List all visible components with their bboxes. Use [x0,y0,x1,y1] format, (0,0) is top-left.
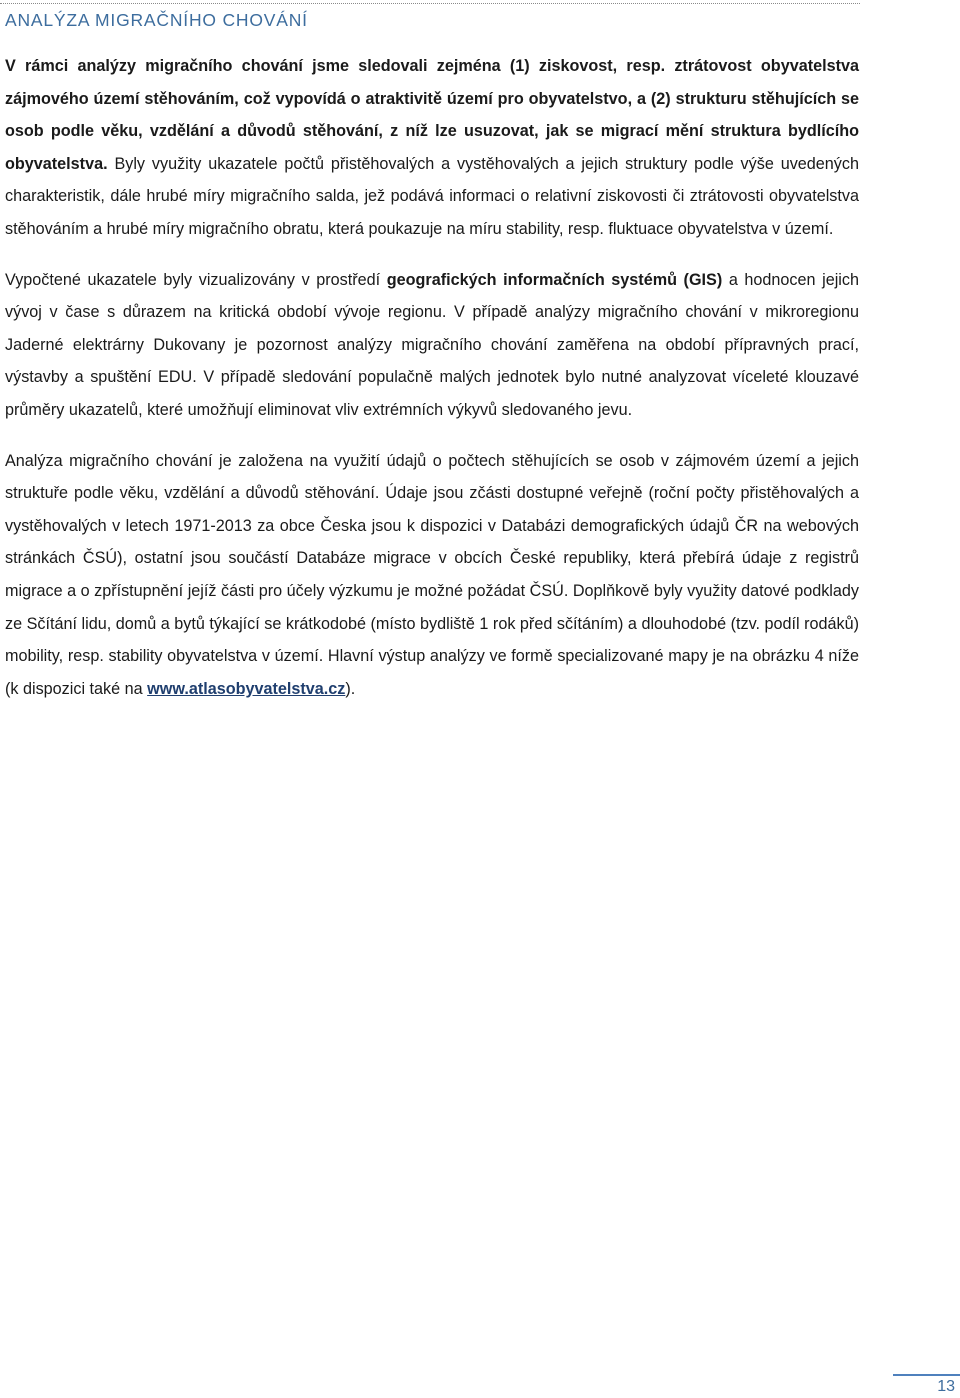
paragraph-2-text-b: a hodnocen jejich vývoj v čase s důrazem na kritická období vývoje regionu. V případě analýzy migračního chování v mikroregionu Jaderné elektrárny Dukovany je pozornost analýzy migračního chování zaměřena na období přípravných prací, výstavby a spuštění EDU. V případě sledování populačně malých jednotek bylo nutné analyzovat víceleté klouzavé průměry ukazatelů, které umožňují eliminovat vliv extrémních výkyvů sledovaného jevu. [5,270,859,419]
paragraph-2-bold: geografických informačních systémů (GIS) [386,270,723,289]
paragraph-3 [5,445,859,706]
section-heading: ANALÝZA MIGRAČNÍHO CHOVÁNÍ [5,10,308,30]
atlas-link[interactable]: www.atlasobyvatelstva.cz [147,679,346,698]
header-rule [0,3,860,4]
document-body [5,50,859,705]
paragraph-3-text: Analýza migračního chování je založena na využití údajů o počtech stěhujících se osob v zájmovém území a jejich struktuře podle věku, vzdělání a důvodů stěhování. Údaje jsou zčásti dostupné veřejně (roční počty přistěhovalých a vystěhovalých v letech 1971-2013 za obce Česka jsou k dispozici v Databázi demografických údajů ČR na webových stránkách ČSÚ), ostatní jsou součástí Databáze migrace v obcích České republiky, která přebírá údaje z registrů migrace a o zpřístupnění jejíž části pro účely výzkumu je možné požádat ČSÚ. Doplňkově byly využity datové podklady ze Sčítání lidu, domů a bytů týkající se krátkodobé (místo bydliště 1 rok před sčítáním) a dlouhodobé (tzv. podíl rodáků) mobility, resp. stability obyvatelstva v území. Hlavní výstup analýzy ve formě specializované mapy je na obrázku 4 níže (k dispozici také na [5,451,859,698]
paragraph-1-text: Byly využity ukazatele počtů přistěhovalých a vystěhovalých a jejich struktury podle výše uvedených charakteristik, dále hrubé míry migračního salda, jež podává informaci o relativní ziskovosti či ztrátovosti obyvatelstva stěhováním a hrubé míry migračního obratu, která poukazuje na míru stability, resp. fluktuace obyvatelstva v území. [5,154,859,238]
page-number-rule [893,1374,960,1376]
paragraph-2-text-a: Vypočtené ukazatele byly vizualizovány v prostředí [5,270,387,289]
paragraph-1-bold: V rámci analýzy migračního chování jsme sledovali zejména (1) ziskovost, resp. ztrátovost obyvatelstva zájmového území stěhováním, což vypovídá o atraktivitě území pro obyvatelstvo, a (2) strukturu stěhujících se osob podle věku, vzdělání a důvodů stěhování, z níž lze usuzovat, jak se migrací mění struktura bydlícího obyvatelstva. [5,57,859,173]
paragraph-2 [5,264,859,427]
page-number: 13 [937,1378,955,1395]
paragraph-3-tail: ). [345,679,356,698]
paragraph-1 [5,50,859,246]
